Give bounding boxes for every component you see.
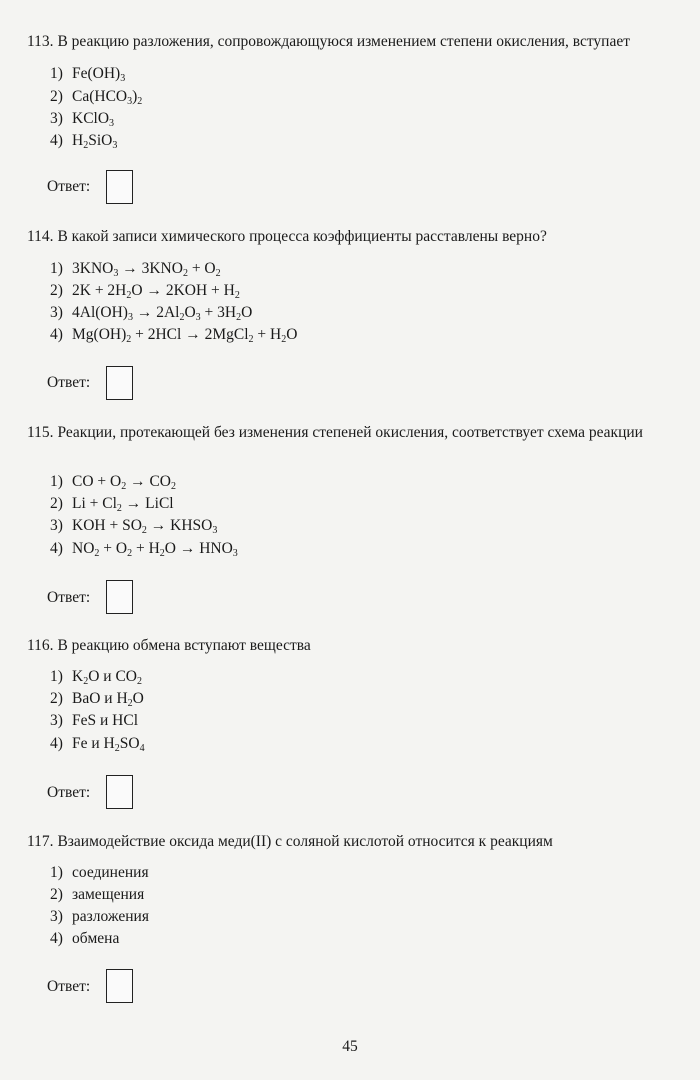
question-text: 115. Реакции, протекающей без изменения степеней окисления, соответствует схема реакции	[27, 424, 643, 441]
option-3: 3) KClO$_3$	[50, 110, 115, 129]
answer-box[interactable]	[106, 580, 133, 614]
question-text: 117. Взаимодействие оксида меди(II) с соляной кислотой относится к реакциям	[27, 833, 553, 850]
option-2: 2) $Ca(HCO_3)_2$	[50, 88, 143, 107]
option-3: 3) FeS и HCl	[50, 712, 139, 729]
option-1: 1) соединения	[50, 864, 149, 881]
answer-box[interactable]	[106, 775, 133, 809]
answer-box[interactable]	[106, 969, 133, 1003]
answer-label: Ответ:	[47, 589, 91, 606]
option-4: 4) $NO_2 + O_2 + H_2O \to HNO_3$	[50, 540, 238, 559]
option-4: 4) $H_2SiO_3$	[50, 132, 118, 151]
option-2: 2) $Li + Cl_2$ → LiCl	[50, 495, 174, 514]
option-1: 1) CO + $O_2 \to CO_2$	[50, 473, 177, 492]
option-1: 1) $K_2O$ и $CO_2$	[50, 668, 142, 687]
option-4: 4) $Mg(OH)_2 + 2HCl$ → 2MgCl$_2$ + $H_2O$	[50, 326, 298, 345]
option-4: 4) Fe и $H_2SO_4$	[50, 735, 145, 754]
answer-box[interactable]	[106, 366, 133, 400]
question-text: 113. В реакцию разложения, сопровождающуюся изменением степени окисления, вступает	[27, 33, 631, 50]
option-3: 3) $4Al(OH)_3 \to 2Al_2O_3 + 3H_2O$	[50, 304, 253, 323]
answer-box[interactable]	[106, 170, 133, 204]
option-2: 2) $2K + 2H_2O \to 2KOH + H_2$	[50, 282, 240, 301]
option-4: 4) обмена	[50, 930, 120, 947]
page-number: 45	[342, 1038, 358, 1055]
question-text: 116. В реакцию обмена вступают вещества	[27, 637, 311, 654]
option-1: 1) $3KNO_3 \to 3KNO_2 + O_2$	[50, 260, 221, 279]
option-2: 2) замещения	[50, 886, 145, 903]
question-text: 114. В какой записи химического процесса коэффициенты расставлены верно?	[27, 228, 547, 245]
option-2: 2) BaO и $H_2O$	[50, 690, 144, 709]
option-1: 1) $Fe(OH)_3$	[50, 65, 126, 84]
answer-label: Ответ:	[47, 178, 91, 195]
option-3: 3) KOH + $SO_2$ → $KHSO_3$	[50, 517, 218, 536]
option-3: 3) разложения	[50, 908, 149, 925]
answer-label: Ответ:	[47, 784, 91, 801]
answer-label: Ответ:	[47, 374, 91, 391]
answer-label: Ответ:	[47, 978, 91, 995]
